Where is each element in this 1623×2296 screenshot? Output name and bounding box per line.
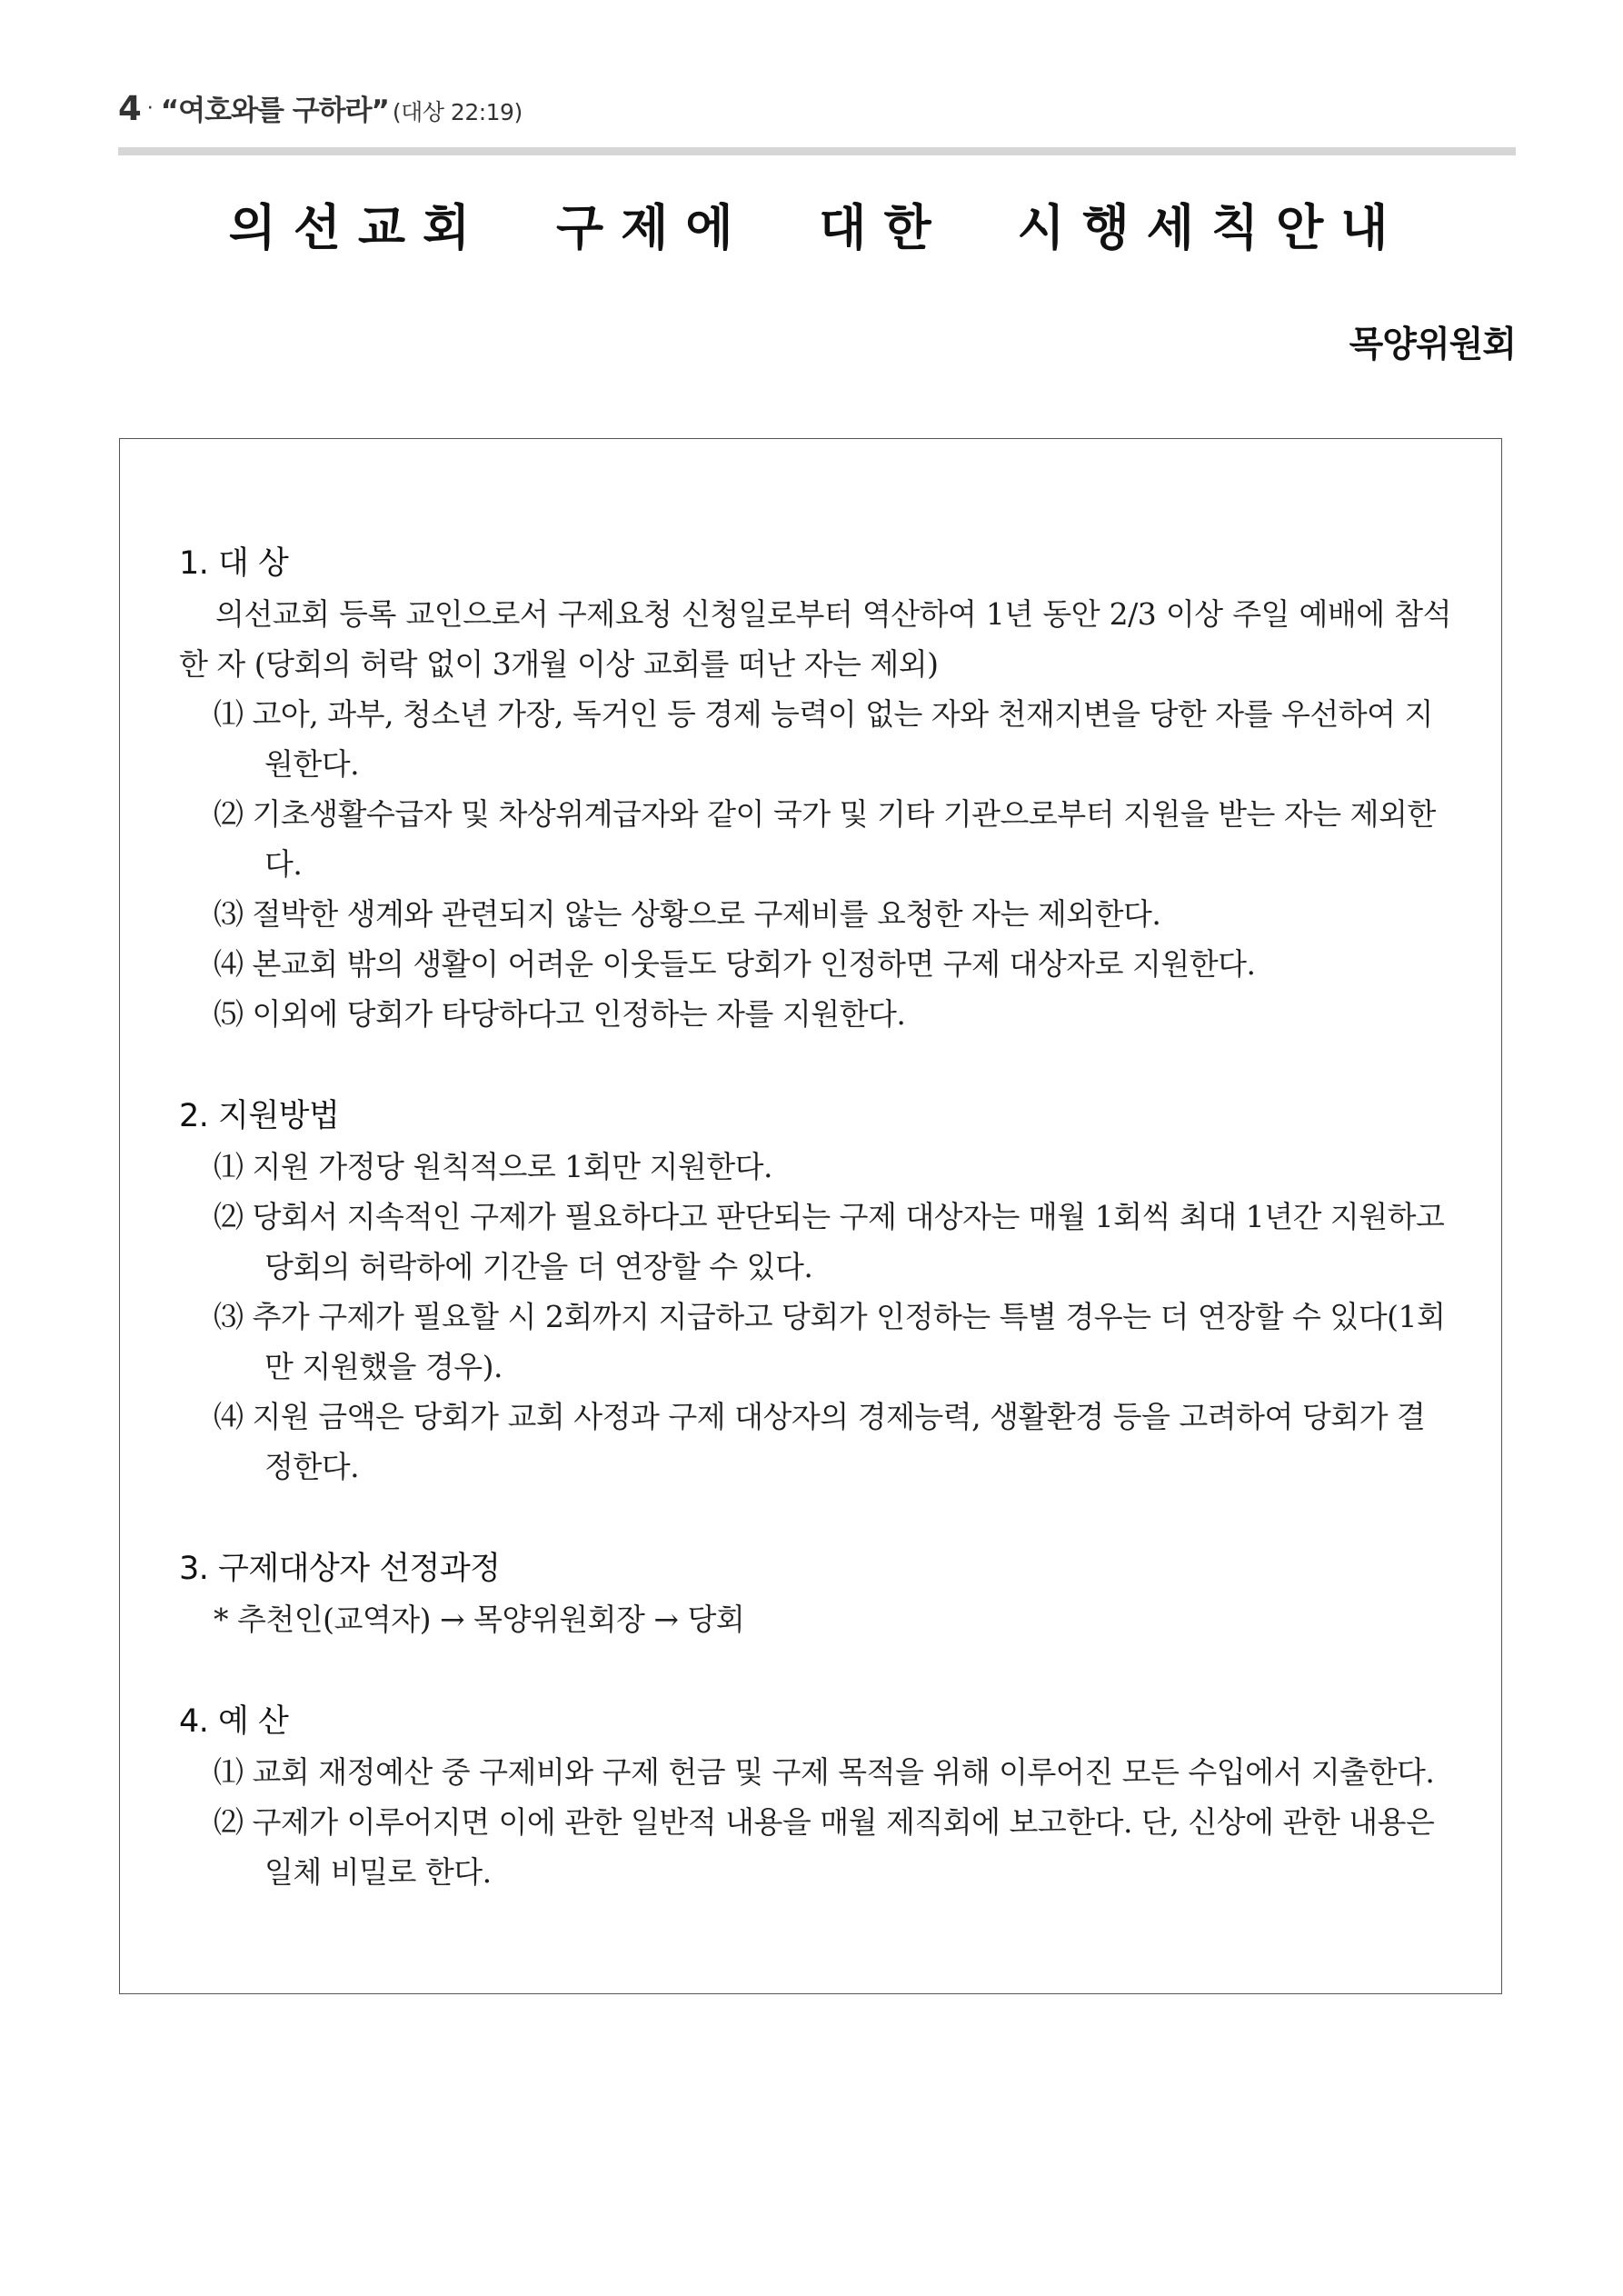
page-number: 4 bbox=[118, 89, 142, 128]
page-title: 의선교회 구제에 대한 시행세칙안내 bbox=[228, 199, 1406, 256]
section-intro: 의선교회 등록 교인으로서 구제요청 신청일로부터 역산하여 1년 동안 2/3 이상 주일 예배에 참석한 자 (당회의 허락 없이 3개월 이상 교회를 떠난 자는 제외) bbox=[179, 596, 1451, 682]
section-heading-method: 2. 지원방법 bbox=[179, 1098, 340, 1134]
guideline-content bbox=[179, 539, 1451, 1897]
running-reference: (대상 22:19) bbox=[392, 99, 523, 125]
list-item: ⑴ 교회 재정예산 중 구제비와 구제 헌금 및 구제 목적을 위해 이루어진 모든 수입에서 지출한다. bbox=[214, 1754, 1435, 1790]
section-heading-selection: 3. 구제대상자 선정과정 bbox=[179, 1551, 501, 1587]
list-item: ⑵ 기초생활수급자 및 차상위계급자와 같이 국가 및 기타 기관으로부터 지원을 받는 자는 제외한다. bbox=[214, 796, 1436, 882]
list-item: ⑴ 지원 가정당 원칙적으로 1회만 지원한다. bbox=[214, 1149, 772, 1184]
section-heading-target: 1. 대 상 bbox=[179, 545, 289, 582]
running-header bbox=[118, 87, 523, 128]
section-heading-budget: 4. 예 산 bbox=[179, 1703, 289, 1740]
header-separator: · bbox=[146, 97, 154, 120]
list-item: ⑷ 본교회 밖의 생활이 어려운 이웃들도 당회가 인정하면 구제 대상자로 지원한다. bbox=[214, 946, 1256, 982]
header-rule bbox=[118, 147, 1516, 155]
list-item: ⑷ 지원 금액은 당회가 교회 사정과 구제 대상자의 경제능력, 생활환경 등을 고려하여 당회가 결정한다. bbox=[214, 1399, 1426, 1484]
running-title: “여호와를 구하라” bbox=[160, 95, 389, 127]
list-item: ⑴ 고아, 과부, 청소년 가장, 독거인 등 경제 능력이 없는 자와 천재지변을 당한 자를 우선하여 지원한다. bbox=[214, 696, 1433, 782]
committee-name: 목양위원회 bbox=[1349, 324, 1516, 365]
list-item: ⑵ 당회서 지속적인 구제가 필요하다고 판단되는 구제 대상자는 매월 1회씩 최대 1년간 지원하고 당회의 허락하에 기간을 더 연장할 수 있다. bbox=[214, 1199, 1445, 1284]
guideline-box bbox=[119, 438, 1502, 1994]
selection-flow: * 추천인(교역자) → 목양위원회장 → 당회 bbox=[214, 1602, 745, 1637]
list-item: ⑶ 절박한 생계와 관련되지 않는 상황으로 구제비를 요청한 자는 제외한다. bbox=[214, 896, 1161, 932]
list-item: ⑶ 추가 구제가 필요할 시 2회까지 지급하고 당회가 인정하는 특별 경우는 더 연장할 수 있다(1회만 지원했을 경우). bbox=[214, 1299, 1446, 1384]
list-item: ⑵ 구제가 이루어지면 이에 관한 일반적 내용을 매월 제직회에 보고한다. 단, 신상에 관한 내용은 일체 비밀로 한다. bbox=[214, 1804, 1435, 1890]
list-item: ⑸ 이외에 당회가 타당하다고 인정하는 자를 지원한다. bbox=[214, 996, 906, 1032]
